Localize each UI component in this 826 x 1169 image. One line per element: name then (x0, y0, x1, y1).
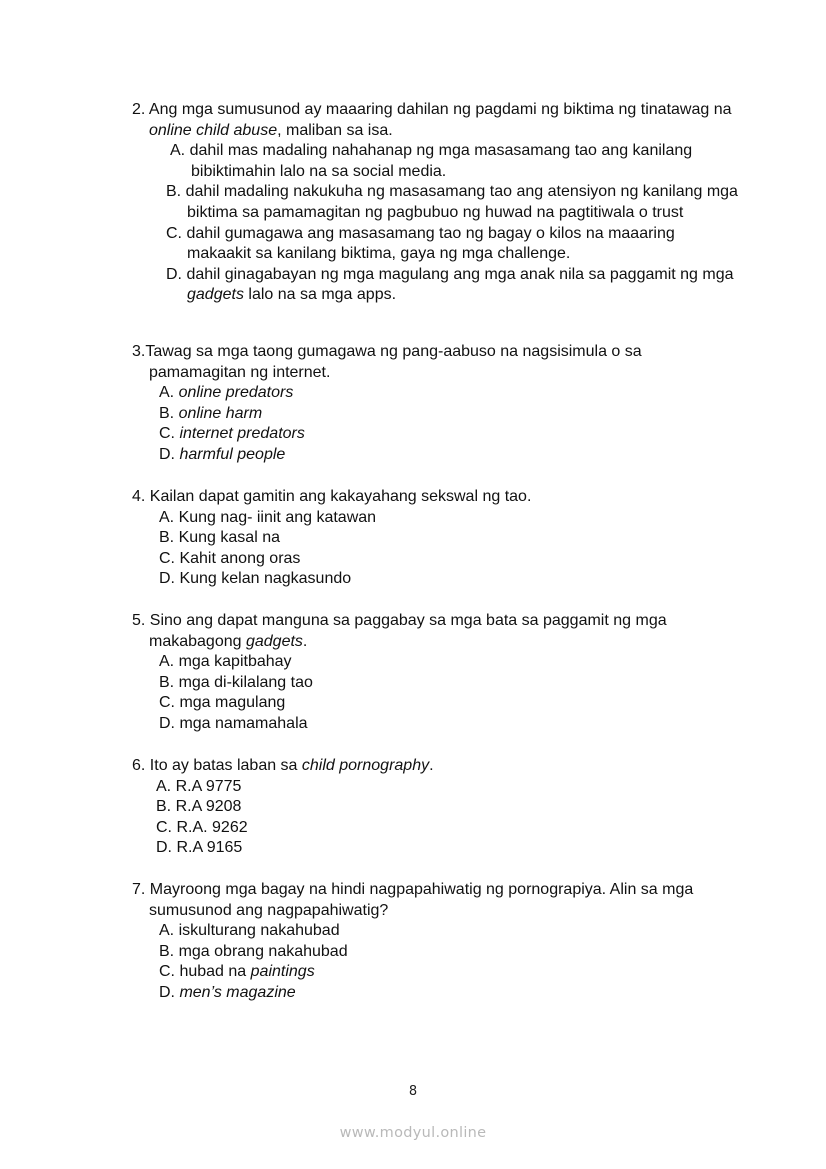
stem-text: Ito ay batas laban sa (149, 757, 302, 774)
option-c (132, 549, 742, 570)
option-text: online harm (178, 404, 263, 422)
stem-text: , maliban sa isa. (277, 121, 393, 139)
option-text: dahil madaling nakukuha ng masasamang tao ang atensiyon ng kanilang mga biktima sa pamamagitan ng pagbubuo ng huwad na pagtitiwala o trust (185, 183, 738, 221)
options-list (132, 141, 742, 306)
stem-text: Tawag sa mga taong gumagawa ng pang-aabuso na nagsisimula o sa pamamagitan ng internet. (145, 343, 642, 381)
option-a (132, 383, 742, 404)
stem-italic: gadgets (245, 632, 303, 650)
stem-text: . (302, 632, 308, 650)
option-letter: B. (156, 798, 172, 816)
option-text: R.A. 9262 (176, 818, 248, 836)
option-letter: B. (159, 404, 175, 422)
question-stem (132, 100, 742, 141)
option-c (132, 424, 742, 445)
option-b (132, 797, 742, 818)
options-list (132, 652, 742, 734)
option-text: lalo na sa mga apps. (243, 286, 397, 304)
option-text: dahil ginagabayan ng mga magulang ang mga anak nila sa paggamit ng mga (186, 265, 734, 283)
option-italic: gadgets (187, 286, 244, 304)
question-7 (132, 880, 742, 1004)
option-letter: A. (159, 922, 175, 940)
question-stem (132, 487, 742, 508)
option-a (132, 141, 742, 182)
question-number: 4. (132, 488, 146, 505)
option-b (132, 942, 742, 963)
stem-text: Kailan dapat gamitin ang kakayahang sekswal ng tao. (149, 488, 532, 505)
stem-italic: online child abuse (149, 121, 278, 139)
options-list (132, 383, 742, 465)
option-letter: B. (159, 673, 175, 691)
option-text: mga di-kilalang tao (178, 673, 313, 691)
option-c (132, 224, 742, 265)
option-text: harmful people (179, 445, 286, 463)
option-b (132, 528, 742, 549)
question-2 (132, 100, 742, 306)
option-text: R.A 9165 (176, 839, 243, 857)
option-letter: C. (159, 549, 175, 567)
option-letter: C. (166, 224, 182, 242)
option-letter: D. (166, 265, 182, 283)
option-text: Kung kelan nagkasundo (179, 570, 352, 588)
option-text: online predators (178, 384, 294, 402)
option-letter: A. (170, 142, 186, 160)
option-letter: B. (159, 942, 175, 960)
option-text: Kung kasal na (178, 529, 280, 547)
question-number: 7. (132, 881, 146, 898)
option-letter: D. (159, 983, 175, 1001)
option-letter: B. (166, 183, 182, 201)
option-text: internet predators (179, 425, 305, 443)
option-d (132, 569, 742, 590)
option-letter: D. (159, 714, 175, 732)
stem-text: . (429, 757, 434, 774)
option-text: mga obrang nakahubad (178, 942, 348, 960)
option-text: iskulturang nakahubad (178, 922, 340, 940)
option-b (132, 404, 742, 425)
option-c (132, 962, 742, 983)
watermark: www.modyul.online (339, 1125, 487, 1141)
option-text: mga kapitbahay (178, 653, 292, 671)
option-letter: A. (159, 508, 175, 526)
question-number: 2. (132, 101, 146, 118)
page-number: 8 (408, 1084, 418, 1099)
option-text: dahil mas madaling nahahanap ng mga masasamang tao ang kanilang bibiktimahin lalo na sa social media. (189, 142, 693, 180)
option-text: mga namamahala (179, 714, 308, 732)
option-b (132, 182, 742, 223)
option-letter: A. (159, 384, 175, 402)
options-list (132, 777, 742, 859)
option-letter: C. (159, 963, 175, 981)
option-letter: D. (156, 839, 172, 857)
question-stem (132, 880, 742, 921)
option-d (132, 445, 742, 466)
question-number: 6. (132, 757, 146, 774)
stem-italic: child pornography (301, 757, 430, 774)
option-d (132, 838, 742, 859)
option-letter: C. (156, 818, 172, 836)
option-text: R.A 9208 (175, 798, 242, 816)
option-a (132, 921, 742, 942)
option-letter: D. (159, 570, 175, 588)
stem-text: Sino ang dapat manguna sa paggabay sa mga bata sa paggamit ng mga makabagong (149, 612, 667, 650)
option-italic: paintings (250, 963, 315, 981)
question-6 (132, 756, 742, 859)
question-stem (132, 756, 742, 777)
option-text: mga magulang (179, 694, 286, 712)
option-letter: D. (159, 445, 175, 463)
option-c (132, 818, 742, 839)
option-text: dahil gumagawa ang masasamang tao ng bagay o kilos na maaaring makaakit sa kanilang biktima, gaya ng mga challenge. (186, 224, 675, 263)
option-letter: B. (159, 529, 175, 547)
option-a (132, 777, 742, 798)
option-letter: A. (159, 653, 175, 671)
stem-text: Ang mga sumusunod ay maaaring dahilan ng pagdami ng biktima ng tinatawag na (148, 101, 732, 118)
option-text: hubad na (179, 963, 251, 981)
option-letter: C. (159, 694, 175, 712)
option-text: men’s magazine (179, 983, 296, 1001)
question-3 (132, 342, 742, 466)
option-b (132, 673, 742, 694)
question-4 (132, 487, 742, 590)
option-text: Kung nag- iinit ang katawan (178, 508, 377, 526)
option-a (132, 652, 742, 673)
question-number: 3. (132, 343, 146, 360)
question-number: 5. (132, 612, 146, 629)
option-c (132, 693, 742, 714)
option-d (132, 265, 742, 306)
option-d (132, 714, 742, 735)
options-list (132, 921, 742, 1003)
question-stem (132, 611, 742, 652)
option-d (132, 983, 742, 1004)
stem-text: Mayroong mga bagay na hindi nagpapahiwatig ng pornograpiya. Alin sa mga sumusunod ang nagpapahiwatig? (149, 881, 694, 919)
option-letter: A. (156, 777, 172, 795)
option-a (132, 508, 742, 529)
option-letter: C. (159, 425, 175, 443)
options-list (132, 508, 742, 590)
option-text: R.A 9775 (175, 777, 242, 795)
option-text: Kahit anong oras (179, 549, 301, 567)
question-5 (132, 611, 742, 735)
question-stem (132, 342, 742, 383)
